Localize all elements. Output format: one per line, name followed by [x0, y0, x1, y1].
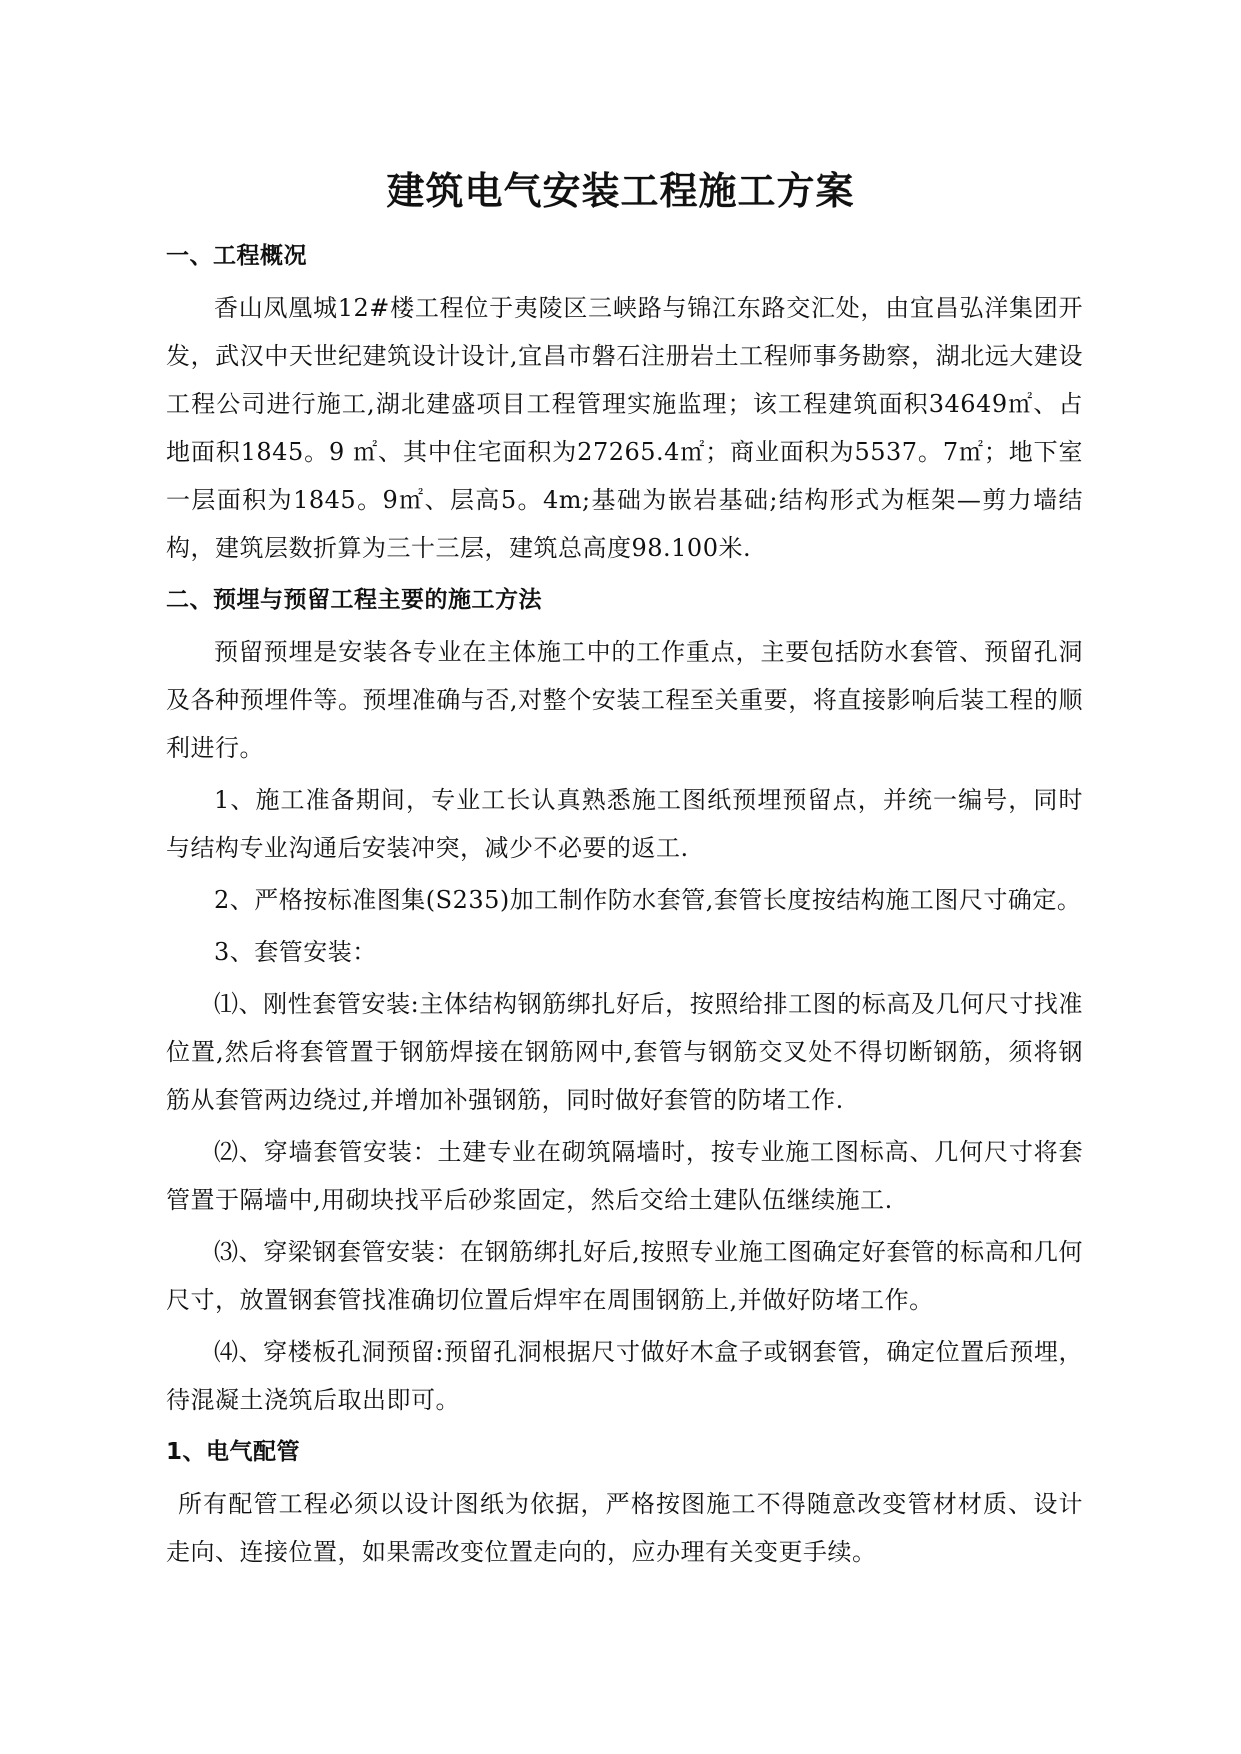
- methods-item-1: 1、施工准备期间，专业工长认真熟悉施工图纸预埋预留点，并统一编号，同时与结构专业沟通后安装冲突，减少不必要的返工.: [166, 786, 1083, 862]
- section-heading-methods: 二、预埋与预留工程主要的施工方法: [166, 587, 542, 613]
- document-title: 建筑电气安装工程施工方案: [386, 169, 855, 213]
- document-body: [166, 232, 1083, 1580]
- sleeve-item-1: ⑴、刚性套管安装:主体结构钢筋绑扎好后，按照给排工图的标高及几何尺寸找准位置,然后将套管置于钢筋焊接在钢筋网中,套管与钢筋交叉处不得切断钢筋，须将钢筋从套管两边绕过,并增加补强钢筋，同时做好套管的防堵工作.: [166, 990, 1083, 1114]
- sleeve-item-2: ⑵、穿墙套管安装：土建专业在砌筑隔墙时，按专业施工图标高、几何尺寸将套管置于隔墙中,用砌块找平后砂浆固定，然后交给土建队伍继续施工.: [166, 1138, 1083, 1214]
- section-heading-conduit: 1、电气配管: [166, 1439, 301, 1465]
- methods-intro-paragraph: 预留预埋是安装各专业在主体施工中的工作重点，主要包括防水套管、预留孔洞及各种预埋件等。预埋准确与否,对整个安装工程至关重要，将直接影响后装工程的顺利进行。: [166, 638, 1083, 762]
- methods-item-3: 3、套管安装：: [214, 938, 377, 966]
- methods-item-2: 2、严格按标准图集(S235)加工制作防水套管,套管长度按结构施工图尺寸确定。: [214, 886, 1082, 914]
- sleeve-item-4: ⑷、穿楼板孔洞预留:预留孔洞根据尺寸做好木盒子或钢套管，确定位置后预埋，待混凝土浇筑后取出即可。: [166, 1338, 1083, 1414]
- conduit-paragraph: 所有配管工程必须以设计图纸为依据，严格按图施工不得随意改变管材材质、设计走向、连接位置，如果需改变位置走向的，应办理有关变更手续。: [166, 1490, 1083, 1566]
- sleeve-item-3: ⑶、穿梁钢套管安装：在钢筋绑扎好后,按照专业施工图确定好套管的标高和几何尺寸，放置钢套管找准确切位置后焊牢在周围钢筋上,并做好防堵工作。: [166, 1238, 1083, 1314]
- overview-paragraph: 香山凤凰城12#楼工程位于夷陵区三峡路与锦江东路交汇处，由宜昌弘洋集团开发，武汉中天世纪建筑设计设计,宜昌市磐石注册岩土工程师事务勘察，湖北远大建设工程公司进行施工,湖北建盛项目工程管理实施监理；该工程建筑面积34649㎡、占地面积1845。9 ㎡、其中住宅面积为27265.4㎡；商业面积为5537。7㎡；地下室一层面积为1845。9㎡、层高5。4m;基础为嵌岩基础;结构形式为框架—剪力墙结构，建筑层数折算为三十三层，建筑总高度98.100米.: [166, 294, 1083, 562]
- section-heading-overview: 一、工程概况: [166, 243, 307, 269]
